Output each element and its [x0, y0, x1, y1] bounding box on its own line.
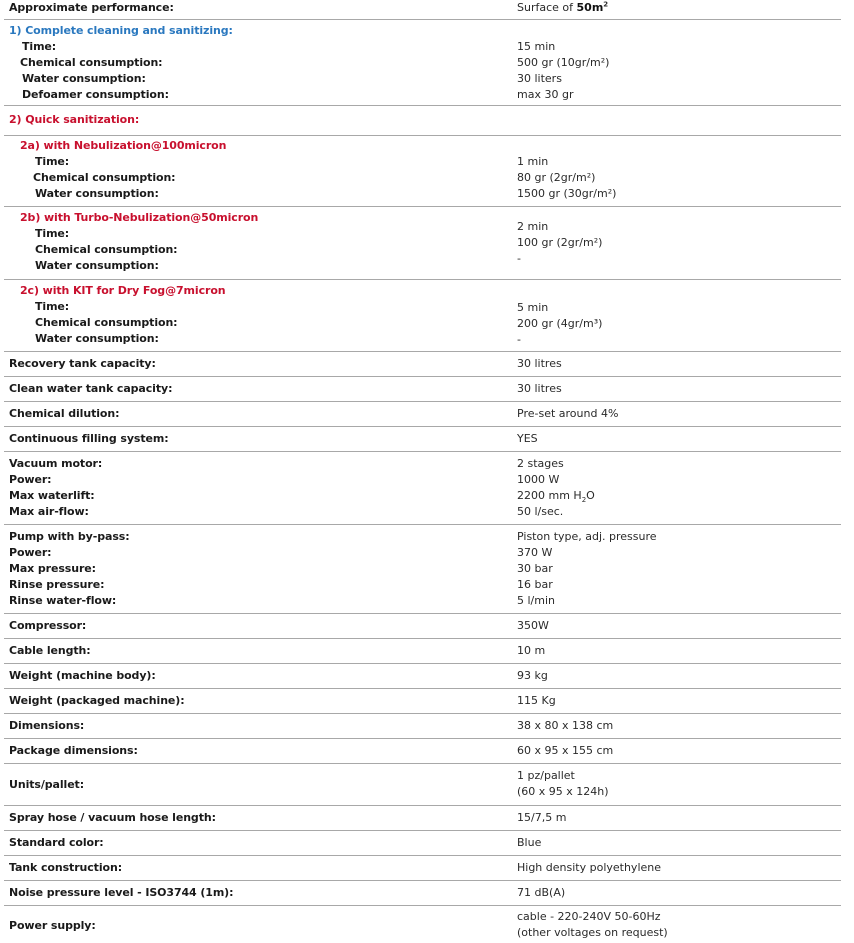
spec-label: Package dimensions:	[9, 744, 138, 757]
spec-value: cable - 220-240V 50-60Hz	[517, 910, 661, 923]
spec-label: Units/pallet:	[9, 778, 85, 791]
spec-row-chemical-dilution	[4, 402, 841, 427]
spec-value: 2 min	[517, 220, 549, 233]
spec-value: 115 Kg	[517, 694, 556, 707]
spec-row-weight-packaged	[4, 689, 841, 714]
spec-subsection-2b	[4, 207, 841, 280]
spec-value: 80 gr (2gr/m²)	[517, 171, 596, 184]
spec-value: 10 m	[517, 644, 546, 657]
spec-value: 100 gr (2gr/m²)	[517, 236, 603, 249]
spec-value: Blue	[517, 836, 542, 849]
spec-label: Rinse pressure:	[9, 578, 105, 591]
spec-value: 16 bar	[517, 578, 553, 591]
spec-label: Clean water tank capacity:	[9, 382, 173, 395]
spec-section-complete-cleaning	[4, 20, 841, 106]
section-title: 2) Quick sanitization:	[9, 113, 140, 126]
value-prefix: 2200 mm H	[517, 489, 582, 502]
spec-block-pump	[4, 525, 841, 614]
spec-value: 1 min	[517, 155, 549, 168]
spec-label: Max pressure:	[9, 562, 96, 575]
spec-label: Spray hose / vacuum hose length:	[9, 811, 216, 824]
spec-label: Chemical consumption:	[33, 171, 176, 184]
spec-row-noise-level	[4, 881, 841, 906]
spec-label: Water consumption:	[22, 72, 146, 85]
value-sub: 2	[581, 496, 587, 505]
section-title: 1) Complete cleaning and sanitizing:	[9, 24, 233, 37]
spec-value: YES	[517, 432, 538, 445]
spec-value: (60 x 95 x 124h)	[517, 785, 609, 798]
spec-value: 30 bar	[517, 562, 553, 575]
spec-value: 1000 W	[517, 473, 560, 486]
subsection-title: 2a) with Nebulization@100micron	[20, 139, 227, 152]
spec-label: Standard color:	[9, 836, 104, 849]
spec-value: 350W	[517, 619, 549, 632]
subsection-title: 2c) with KIT for Dry Fog@7micron	[20, 284, 226, 297]
spec-value	[517, 1, 608, 14]
spec-label: Power supply:	[9, 919, 96, 932]
spec-label: Noise pressure level - ISO3744 (1m):	[9, 886, 234, 899]
spec-label: Chemical consumption:	[35, 243, 178, 256]
spec-value: High density polyethylene	[517, 861, 662, 874]
value-bold: 50m	[576, 1, 604, 14]
spec-value: 200 gr (4gr/m³)	[517, 317, 603, 330]
spec-row-cable-length	[4, 639, 841, 664]
spec-value: Piston type, adj. pressure	[517, 530, 657, 543]
spec-label: Recovery tank capacity:	[9, 357, 156, 370]
value-sup: 2	[603, 0, 609, 9]
subsection-title: 2b) with Turbo-Nebulization@50micron	[20, 211, 259, 224]
spec-value: max 30 gr	[517, 88, 574, 101]
spec-value: 93 kg	[517, 669, 548, 682]
spec-label: Max air-flow:	[9, 505, 89, 518]
spec-label: Defoamer consumption:	[22, 88, 169, 101]
spec-label: Time:	[35, 300, 70, 313]
spec-value: 2 stages	[517, 457, 564, 470]
spec-value: 30 litres	[517, 357, 562, 370]
spec-label: Water consumption:	[35, 259, 159, 272]
value-suffix: O	[586, 489, 595, 502]
spec-table	[4, 0, 841, 943]
spec-label: Weight (packaged machine):	[9, 694, 185, 707]
value-prefix: Surface of	[517, 1, 577, 14]
spec-row-continuous-filling	[4, 427, 841, 452]
spec-row-hose-length	[4, 806, 841, 831]
spec-row-weight-body	[4, 664, 841, 689]
spec-label: Compressor:	[9, 619, 87, 632]
spec-subsection-2a	[4, 136, 841, 207]
spec-label: Chemical consumption:	[35, 316, 178, 329]
spec-value: 71 dB(A)	[517, 886, 566, 899]
spec-label: Pump with by-pass:	[9, 530, 130, 543]
spec-label: Dimensions:	[9, 719, 85, 732]
spec-value: 1500 gr (30gr/m²)	[517, 187, 617, 200]
spec-label: Time:	[35, 155, 70, 168]
spec-label: Time:	[35, 227, 70, 240]
spec-label: Approximate performance:	[9, 1, 174, 14]
spec-value: 38 x 80 x 138 cm	[517, 719, 614, 732]
spec-row-tank-construction	[4, 856, 841, 881]
spec-subsection-2c	[4, 280, 841, 352]
spec-label: Max waterlift:	[9, 489, 95, 502]
spec-block-vacuum-motor	[4, 452, 841, 525]
spec-label: Cable length:	[9, 644, 91, 657]
spec-value: 5 l/min	[517, 594, 556, 607]
spec-label: Weight (machine body):	[9, 669, 156, 682]
spec-value: -	[517, 333, 521, 346]
spec-value: 50 l/sec.	[517, 505, 564, 518]
spec-label: Tank construction:	[9, 861, 122, 874]
spec-row-units-pallet	[4, 764, 841, 806]
spec-label: Chemical consumption:	[20, 56, 163, 69]
spec-row-power-supply	[4, 906, 841, 943]
spec-row-standard-color	[4, 831, 841, 856]
spec-row-clean-water-tank	[4, 377, 841, 402]
spec-value: -	[517, 252, 521, 265]
spec-row-approx-performance	[4, 0, 841, 20]
spec-row-compressor	[4, 614, 841, 639]
spec-label: Rinse water-flow:	[9, 594, 117, 607]
spec-label: Chemical dilution:	[9, 407, 120, 420]
spec-value: 1 pz/pallet	[517, 769, 575, 782]
spec-value	[517, 488, 595, 504]
spec-label: Time:	[22, 40, 57, 53]
spec-value: 500 gr (10gr/m²)	[517, 56, 610, 69]
spec-label: Continuous filling system:	[9, 432, 169, 445]
spec-label: Vacuum motor:	[9, 457, 103, 470]
spec-value: Pre-set around 4%	[517, 407, 619, 420]
spec-label: Power:	[9, 546, 52, 559]
spec-row-package-dimensions	[4, 739, 841, 764]
spec-value: 5 min	[517, 301, 549, 314]
spec-label: Power:	[9, 473, 52, 486]
spec-value: (other voltages on request)	[517, 926, 668, 939]
spec-value: 30 litres	[517, 382, 562, 395]
spec-label: Water consumption:	[35, 332, 159, 345]
spec-row-dimensions	[4, 714, 841, 739]
spec-value: 370 W	[517, 546, 553, 559]
spec-section-quick-sanitization	[4, 106, 841, 136]
spec-value: 60 x 95 x 155 cm	[517, 744, 614, 757]
spec-value: 15 min	[517, 40, 556, 53]
spec-value: 30 liters	[517, 72, 562, 85]
spec-label: Water consumption:	[35, 187, 159, 200]
spec-row-recovery-tank	[4, 352, 841, 377]
spec-value: 15/7,5 m	[517, 811, 567, 824]
